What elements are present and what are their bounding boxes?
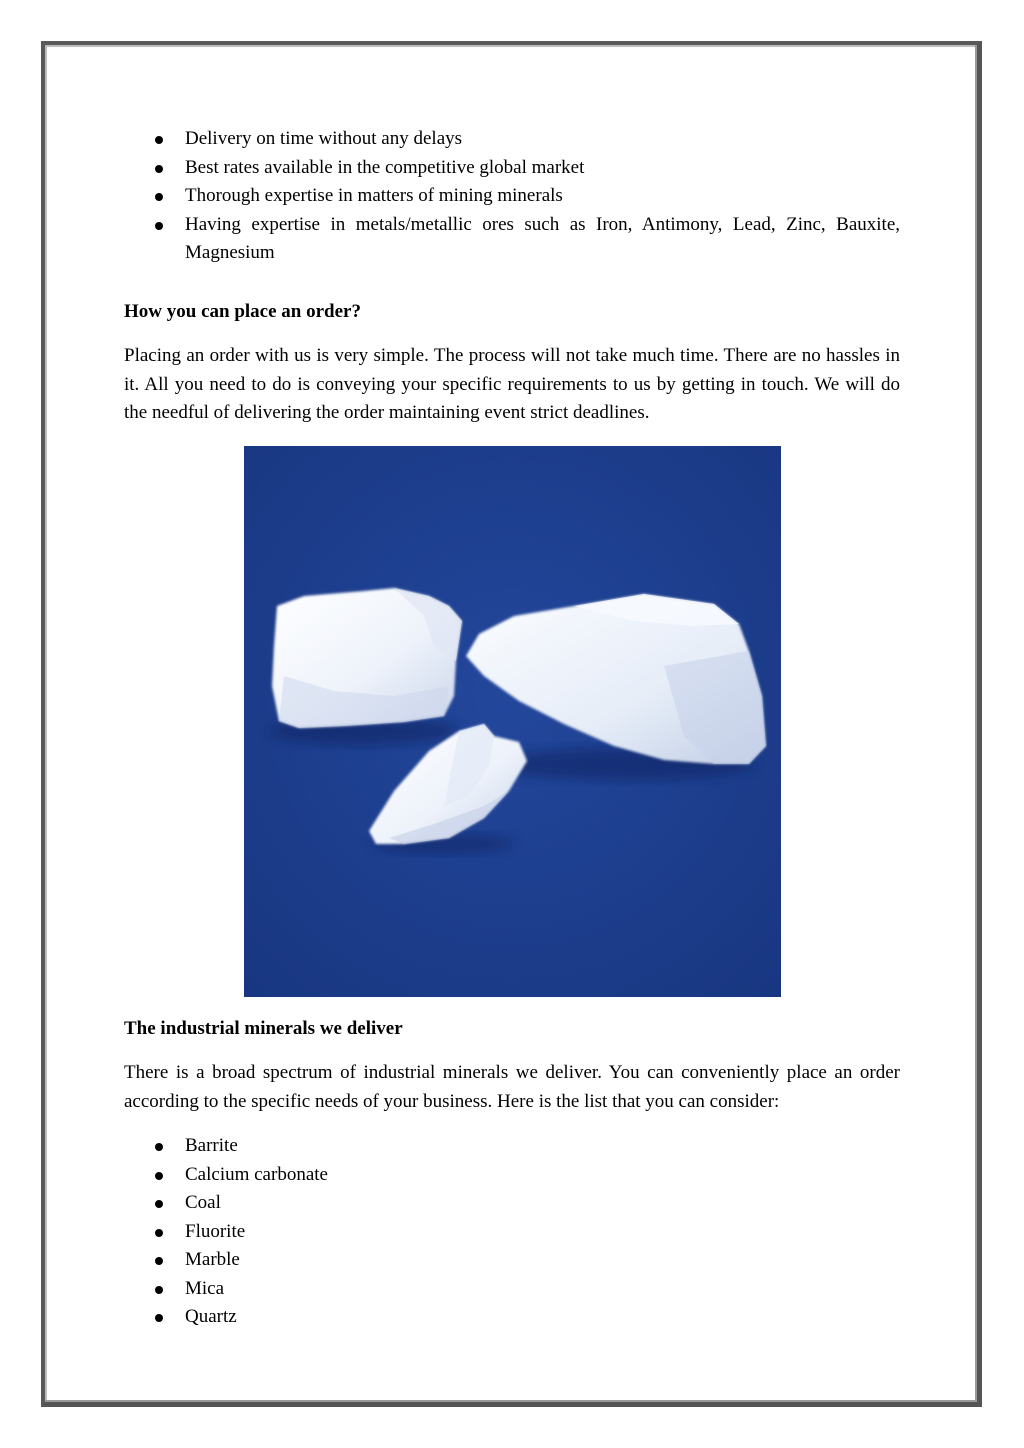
order-paragraph: Placing an order with us is very simple. The process will not take much time. There are no hassles in it. All you need to do is conveying your specific requirements to us by getting in touch. We will do the needful of delivering the order maintaining event strict deadlines. xyxy=(124,345,900,423)
bullet-icon xyxy=(155,165,163,173)
list-item: Barrite xyxy=(124,1132,900,1161)
list-item: Fluorite xyxy=(124,1218,900,1247)
bullet-icon xyxy=(155,193,163,201)
bullet-icon xyxy=(155,1314,163,1322)
minerals-heading: The industrial minerals we deliver xyxy=(124,1017,403,1039)
list-item: Thorough expertise in matters of mining minerals xyxy=(124,182,900,211)
list-item: Delivery on time without any delays xyxy=(124,125,900,154)
bullet-icon xyxy=(155,1143,163,1151)
list-item: Quartz xyxy=(124,1303,900,1332)
order-heading: How you can place an order? xyxy=(124,300,361,322)
bullet-icon xyxy=(155,136,163,144)
bullet-icon xyxy=(155,1257,163,1265)
benefits-list xyxy=(124,125,900,268)
list-item: Marble xyxy=(124,1246,900,1275)
white-mineral-rocks-photo xyxy=(244,446,781,997)
list-item: Coal xyxy=(124,1189,900,1218)
list-item: Having expertise in metals/metallic ores such as Iron, Antimony, Lead, Zinc, Bauxite, Magnesium xyxy=(124,211,900,268)
minerals-list xyxy=(124,1132,900,1332)
minerals-paragraph: There is a broad spectrum of industrial minerals we deliver. You can conveniently place an order according to the specific needs of your business. Here is the list that you can consider: xyxy=(124,1062,900,1112)
document-content xyxy=(124,125,900,1332)
list-item: Best rates available in the competitive global market xyxy=(124,154,900,183)
list-item: Calcium carbonate xyxy=(124,1161,900,1190)
bullet-icon xyxy=(155,222,163,230)
bullet-icon xyxy=(155,1286,163,1294)
bullet-icon xyxy=(155,1200,163,1208)
list-item: Mica xyxy=(124,1275,900,1304)
bullet-icon xyxy=(155,1172,163,1180)
bullet-icon xyxy=(155,1229,163,1237)
